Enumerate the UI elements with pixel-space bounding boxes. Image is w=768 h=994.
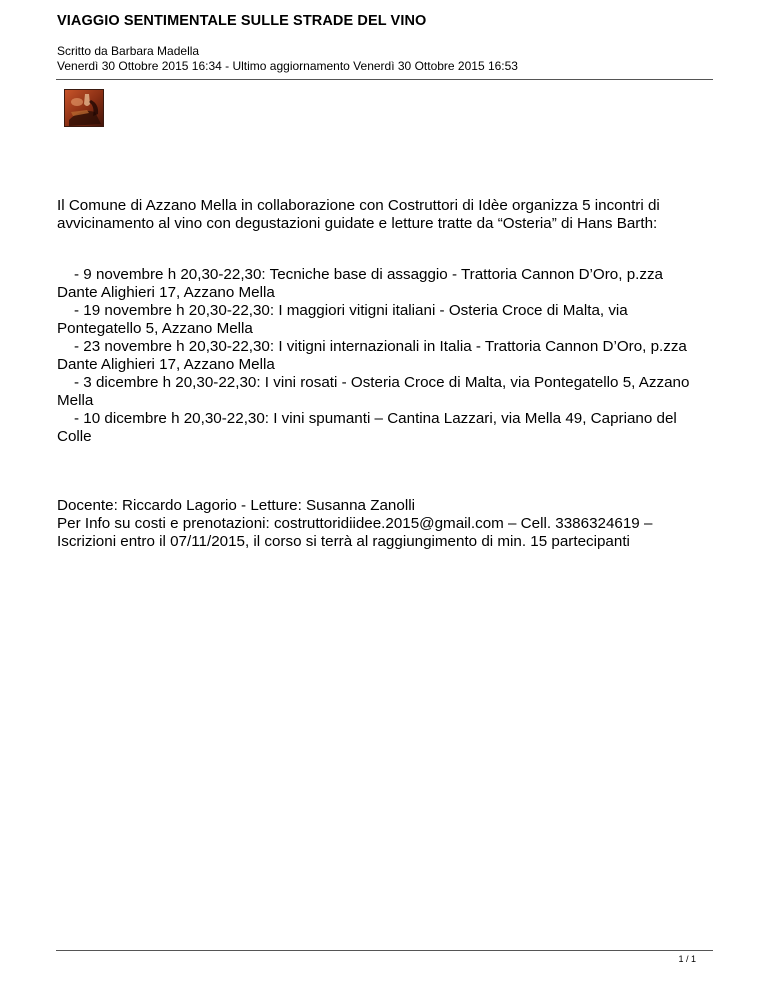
event-line: Colle <box>57 428 92 445</box>
event-line: - 19 novembre h 20,30-22,30: I maggiori vitigni italiani - Osteria Croce di Malta, via <box>74 302 628 319</box>
events-list <box>57 266 717 446</box>
dates-line: Venerdì 30 Ottobre 2015 16:34 - Ultimo aggiornamento Venerdì 30 Ottobre 2015 16:53 <box>57 59 518 73</box>
list-item <box>57 266 717 302</box>
page-number: 1 / 1 <box>678 954 696 964</box>
event-line: - 3 dicembre h 20,30-22,30: I vini rosati - Osteria Croce di Malta, via Pontegatello 5, Azzano <box>74 374 690 391</box>
event-line: Pontegatello 5, Azzano Mella <box>57 320 253 337</box>
event-line: - 23 novembre h 20,30-22,30: I vitigni internazionali in Italia - Trattoria Cannon D’Oro, p.zza <box>74 338 687 355</box>
event-line: Mella <box>57 392 94 409</box>
contact-paragraph <box>57 497 717 551</box>
author-line: Scritto da Barbara Madella <box>57 44 200 58</box>
event-line: - 9 novembre h 20,30-22,30: Tecniche base di assaggio - Trattoria Cannon D’Oro, p.zza <box>74 266 663 283</box>
registration-line: Iscrizioni entro il 07/11/2015, il corso si terrà al raggiungimento di min. 15 partecipanti <box>57 533 630 550</box>
intro-line: Il Comune di Azzano Mella in collaborazione con Costruttori di Idèe organizza 5 incontri di <box>57 197 660 214</box>
list-item <box>57 302 717 338</box>
list-item <box>57 374 717 410</box>
event-line: - 10 dicembre h 20,30-22,30: I vini spumanti – Cantina Lazzari, via Mella 49, Capriano del <box>74 410 677 427</box>
intro-line: avvicinamento al vino con degustazioni guidate e letture tratte da “Osteria” di Hans Barth: <box>57 215 658 232</box>
footer-divider <box>56 950 713 951</box>
article-meta <box>57 44 518 74</box>
list-item <box>57 410 717 446</box>
page-title: VIAGGIO SENTIMENTALE SULLE STRADE DEL VINO <box>57 13 427 29</box>
event-line: Dante Alighieri 17, Azzano Mella <box>57 284 275 301</box>
article-thumbnail-image <box>64 89 104 127</box>
instructor-line: Docente: Riccardo Lagorio - Letture: Susanna Zanolli <box>57 497 415 514</box>
list-item <box>57 338 717 374</box>
info-line: Per Info su costi e prenotazioni: costruttoridiidee.2015@gmail.com – Cell. 3386324619 – <box>57 515 653 532</box>
header-divider <box>56 79 713 80</box>
event-line: Dante Alighieri 17, Azzano Mella <box>57 356 275 373</box>
intro-paragraph <box>57 197 717 233</box>
